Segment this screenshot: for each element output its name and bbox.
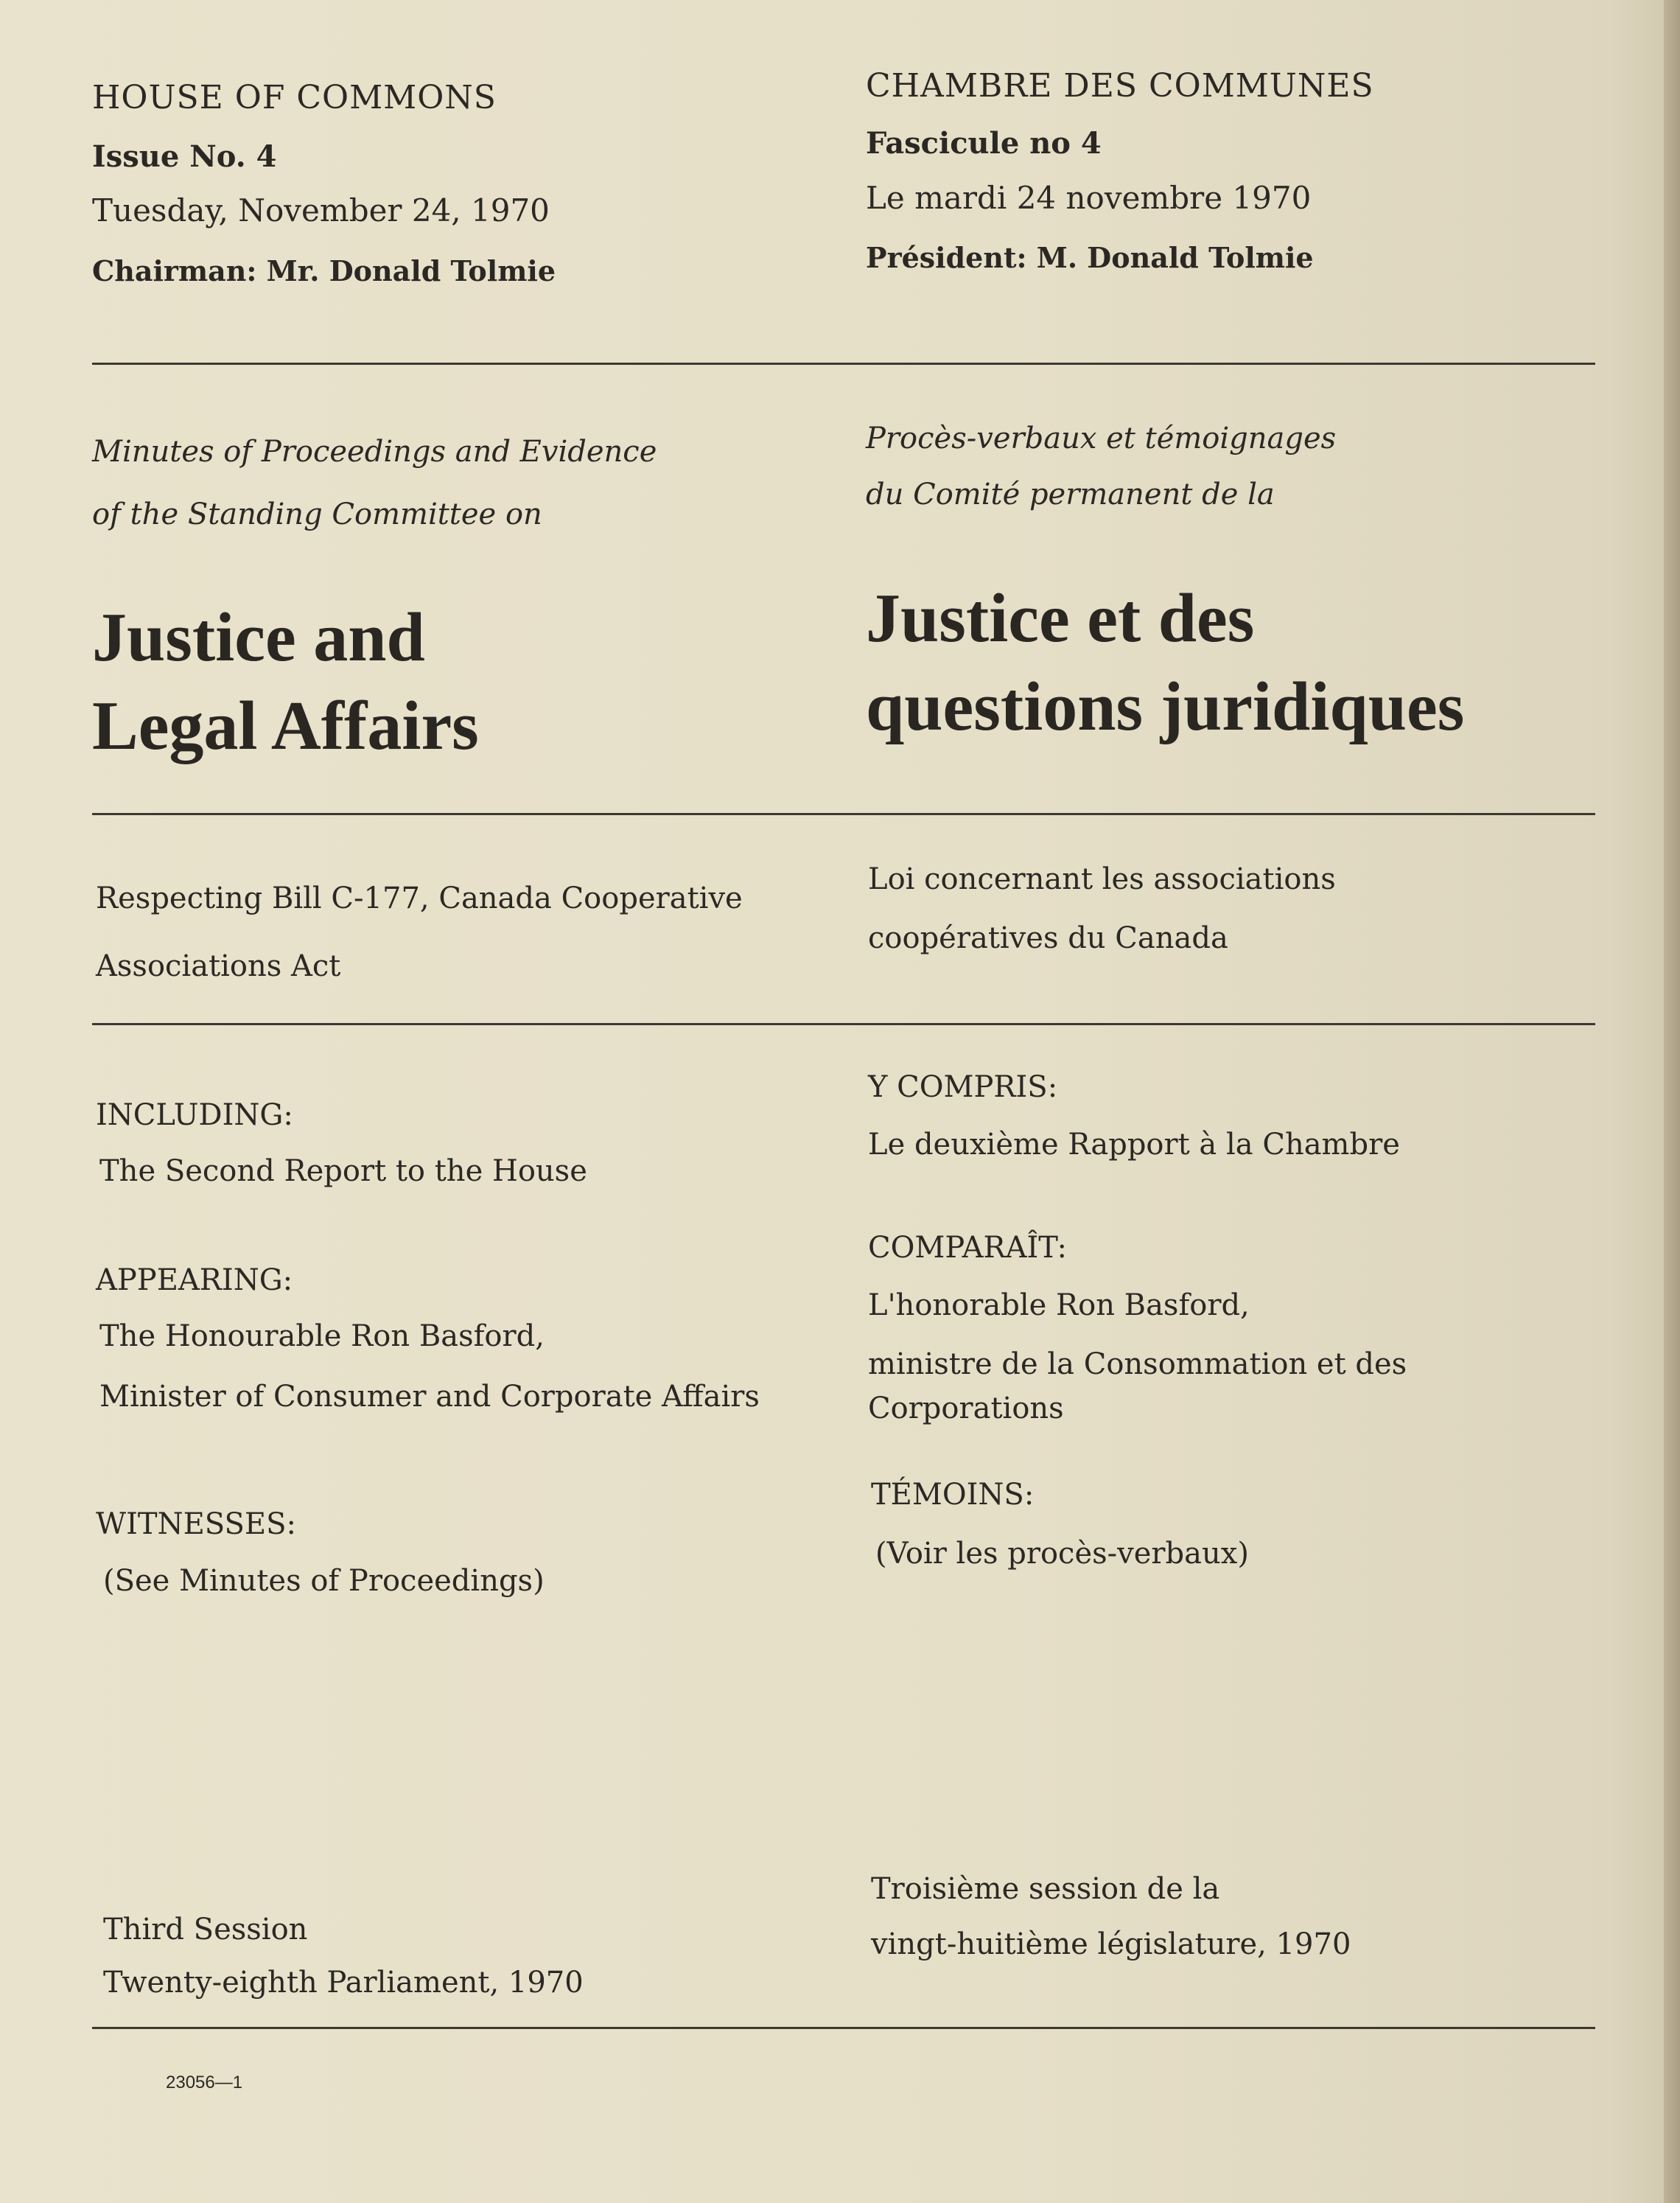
right-temoins-text: (Voir les procès-verbaux): [875, 1537, 1249, 1571]
right-loi-line1: Loi concernant les associations: [868, 862, 1336, 896]
right-issue-number: Fascicule no 4: [866, 126, 1102, 161]
divider-rule-1: [92, 363, 1595, 365]
divider-rule-2: [92, 813, 1595, 815]
right-minutes-line2: du Comité permanent de la: [866, 478, 1275, 512]
right-temoins-heading: TÉMOINS:: [871, 1478, 1035, 1512]
right-compris-text: Le deuxième Rapport à la Chambre: [868, 1128, 1400, 1162]
left-issue-number: Issue No. 4: [92, 139, 277, 174]
right-comparait-heading: COMPARAÎT:: [868, 1231, 1068, 1265]
divider-rule-3: [92, 1023, 1595, 1025]
left-appearing-heading: APPEARING:: [96, 1263, 293, 1297]
right-comparait-name: L'honorable Ron Basford,: [868, 1288, 1250, 1322]
left-minutes-line1: Minutes of Proceedings and Evidence: [92, 435, 657, 469]
left-witnesses-text: (See Minutes of Proceedings): [103, 1564, 545, 1598]
print-code: 23056—1: [166, 2073, 243, 2092]
left-including-text: The Second Report to the House: [99, 1154, 587, 1188]
right-title-line1: Justice et des: [866, 580, 1255, 657]
divider-rule-4: [92, 2027, 1595, 2029]
left-including-heading: INCLUDING:: [96, 1098, 293, 1132]
right-chairman: Président: M. Donald Tolmie: [866, 241, 1314, 274]
left-title-line1: Justice and: [92, 599, 425, 676]
left-session-line2: Twenty-eighth Parliament, 1970: [103, 1966, 584, 2000]
right-title-line2: questions juridiques: [866, 668, 1465, 745]
right-compris-heading: Y COMPRIS:: [868, 1070, 1058, 1104]
left-appearing-name: The Honourable Ron Basford,: [99, 1319, 545, 1353]
right-comparait-title1: ministre de la Consommation et des: [868, 1347, 1407, 1381]
left-session-line1: Third Session: [103, 1913, 308, 1947]
right-house-header: CHAMBRE DES COMMUNES: [866, 67, 1374, 105]
left-chairman: Chairman: Mr. Donald Tolmie: [92, 254, 556, 287]
left-title-line2: Legal Affairs: [92, 688, 479, 764]
right-comparait-title2: Corporations: [868, 1392, 1064, 1425]
right-session-line1: Troisième session de la: [871, 1872, 1220, 1906]
left-appearing-title: Minister of Consumer and Corporate Affairs: [99, 1380, 760, 1414]
right-loi-line2: coopératives du Canada: [868, 921, 1228, 955]
left-respecting-line1: Respecting Bill C-177, Canada Cooperative: [96, 881, 743, 915]
right-date: Le mardi 24 novembre 1970: [866, 180, 1312, 216]
left-respecting-line2: Associations Act: [96, 949, 341, 983]
page-edge: [1664, 0, 1680, 2203]
left-date: Tuesday, November 24, 1970: [92, 192, 550, 228]
right-session-line2: vingt-huitième législature, 1970: [871, 1927, 1351, 1961]
left-house-header: HOUSE OF COMMONS: [92, 79, 497, 116]
left-minutes-line2: of the Standing Committee on: [92, 497, 542, 531]
right-minutes-line1: Procès-verbaux et témoignages: [866, 422, 1337, 455]
left-witnesses-heading: WITNESSES:: [96, 1507, 296, 1541]
